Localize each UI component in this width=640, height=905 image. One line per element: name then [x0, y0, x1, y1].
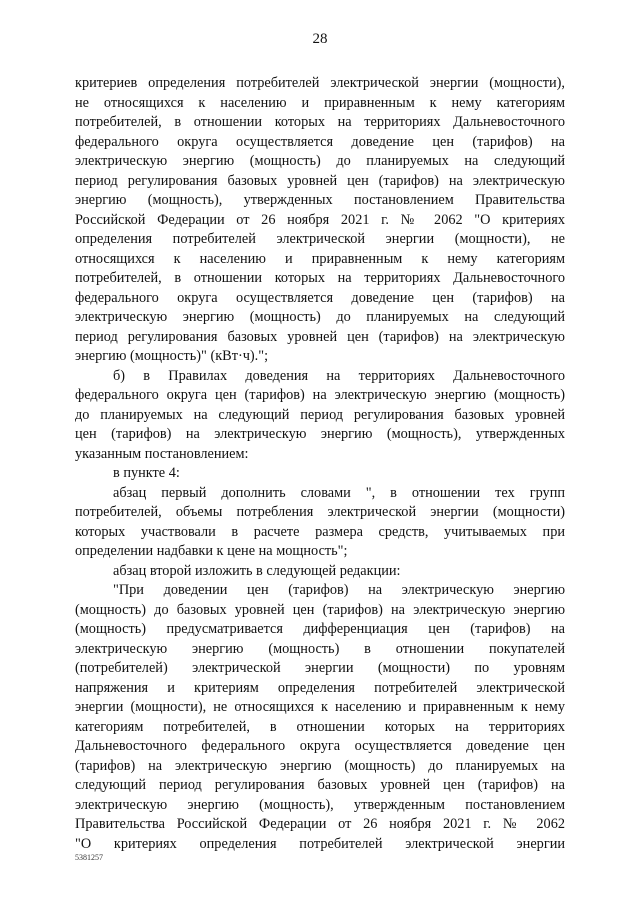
text-line: которых участвовали в расчете размера средств, учитываемых при: [75, 523, 565, 540]
text-line: электрическую энергию (мощность) в отношении покупателей: [75, 640, 565, 657]
text-line: (мощность) до базовых уровней цен (тарифов) на электрическую энергию: [75, 601, 565, 618]
text-line: Дальневосточного федерального округа осуществляется доведение цен: [75, 738, 565, 754]
text-line: критериев определения потребителей электрической энергии (мощности),: [75, 75, 565, 91]
text-line: электрическую энергию (мощность) до планируемых на следующий: [75, 309, 565, 325]
page-number: 28: [312, 31, 328, 47]
text-line: Российской Федерации от 26 ноября 2021 г. № 2062 "О критериях: [75, 211, 565, 228]
text-line: не относящихся к населению и приравненным к нему категориям: [75, 94, 565, 111]
text-line: следующий период регулирования базовых уровней цен (тарифов) на: [75, 777, 565, 793]
text-line: энергии (мощности), не относящихся к населению и приравненным к нему: [75, 699, 565, 715]
text-line: напряжения и критериям определения потребителей электрической: [75, 679, 565, 696]
text-line: в пункте 4:: [113, 465, 180, 481]
text-line: абзац первый дополнить словами ", в отношении тех групп: [113, 484, 565, 501]
text-line: потребителей, в отношении которых на территориях Дальневосточного: [75, 114, 565, 130]
text-line: потребителей, в отношении которых на территориях Дальневосточного: [75, 270, 565, 286]
text-line: абзац второй изложить в следующей редакции:: [113, 562, 401, 579]
document-id: 5381257: [75, 853, 103, 862]
text-line: энергию (мощность)" (кВт·ч).";: [75, 348, 269, 364]
text-line: (тарифов) на электрическую энергию (мощность) до планируемых на: [75, 757, 565, 774]
text-line: б) в Правилах доведения на территориях Дальневосточного: [113, 367, 565, 384]
text-line: указанным постановлением:: [75, 445, 249, 462]
text-line: цен (тарифов) на электрическую энергию (мощность), утвержденных: [75, 426, 565, 442]
text-line: Правительства Российской Федерации от 26 ноября 2021 г. № 2062: [75, 816, 565, 832]
text-line: "При доведении цен (тарифов) на электрическую энергию: [113, 582, 565, 598]
text-line: электрическую энергию (мощность) до планируемых на следующий: [75, 153, 565, 169]
document-body: [75, 74, 565, 854]
text-line: относящихся к населению и приравненным к нему категориям: [75, 250, 565, 267]
text-line: электрическую энергию (мощность), утвержденным постановлением: [75, 796, 565, 813]
text-line: до планируемых на следующий период регулирования базовых уровней: [75, 406, 565, 423]
text-line: (потребителей) электрической энергии (мощности) по уровням: [75, 660, 565, 676]
text-line: потребителей, объемы потребления электрической энергии (мощности): [75, 504, 565, 520]
text-line: (мощность) предусматривается дифференциация цен (тарифов) на: [75, 621, 565, 637]
text-line: федерального округа осуществляется доведение цен (тарифов) на: [75, 289, 565, 306]
text-line: энергию (мощность), утвержденных постановлением Правительства: [75, 192, 565, 208]
text-line: категориям потребителей, в отношении которых на территориях: [75, 718, 565, 735]
text-line: федерального округа цен (тарифов) на электрическую энергию (мощность): [75, 387, 565, 403]
text-line: период регулирования базовых уровней цен (тарифов) на электрическую: [75, 328, 565, 345]
text-line: определения потребителей электрической энергии (мощности), не: [75, 231, 565, 247]
text-line: федерального округа осуществляется доведение цен (тарифов) на: [75, 133, 565, 150]
text-line: период регулирования базовых уровней цен (тарифов) на электрическую: [75, 172, 565, 189]
text-line: "О критериях определения потребителей электрической энергии: [75, 835, 565, 852]
text-line: определении надбавки к цене на мощность";: [75, 543, 348, 559]
